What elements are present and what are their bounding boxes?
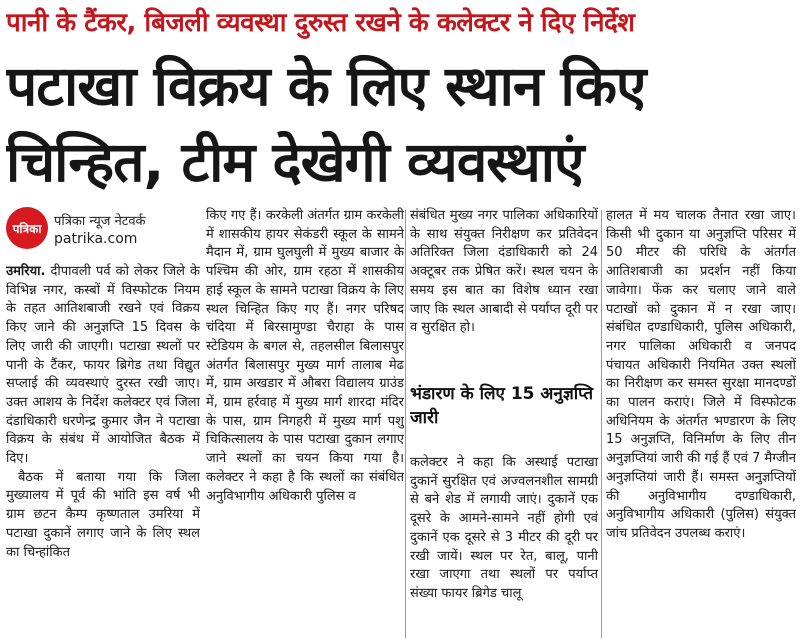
article-column-3-top: [410, 207, 598, 375]
column-divider-3-4: [601, 210, 602, 638]
kicker-headline: पानी के टैंकर, बिजली व्यवस्था दुरुस्त रखने के कलेक्टर ने दिए निर्देश: [6, 8, 635, 38]
byline: [6, 207, 202, 255]
column-2-para: किए गए हैं। करकेली अंतर्गत ग्राम करकेली में शासकीय हायर सेकंडरी स्कूल के सामने मैदान में, ग्राम घुलघुली में मुख्य बाजार के पश्चिम की ओर, ग्राम रहठा में शासकीय हाई स्कूल के सामने पटाखा विक्रय के लिए स्थल चिन्हित किए गए हैं। नगर परिषद चंदिया में बिरसामुण्डा चैराहा के पास स्टेडियम के बगल से, तहलसील बिलासपुर अंतर्गत बिलासपुर मुख्य मार्ग तालाब मेढ में, ग्राम अखडार में औबरा विद्यालय ग्राउंड में, ग्राम हर्रवाह में मुख्य मार्ग शारदा मंदिर के पास, ग्राम निगहरी में मुख्य मार्ग पशु चिकित्सालय के पास पटाखा दुकान लगाए जाने स्थलों का चयन किया गया है। कलेक्टर ने कहा है कि स्थलों का संबंधित अनुविभागीय अधिकारी पुलिस व: [206, 208, 404, 504]
dateline: उमरिया.: [6, 264, 46, 279]
column-4-para: हालत में मय चालक तैनात रखा जाए। किसी भी दुकान या अनुज्ञप्ति परिसर में 50 मीटर की परिधि के अंतर्गत आतिशबाजी का प्रदर्शन नहीं किया जावेगा। फेंक कर चलाए जाने वाले पटाखों को दुकान में न रखा जाए। संबंधित दण्डाधिकारी, पुलिस अधिकारी, नगर पालिका अधिकारी व जनपद पंचायत अधिकारी नियमित उक्त स्थलों का निरीक्षण कर समस्त सुरक्षा मानदण्डों का पालन कराएं। जिले में विस्फोटक अधिनियम के अंतर्गत भण्डारण के लिए 15 अनुज्ञप्ति, विनिर्माण के लिए तीन अनुज्ञप्तियां जारी की गई हैं एवं 7 मैग्जीन अनुज्ञप्तियां जारी हैं। समस्त अनुज्ञप्तियों की अनुविभागीय दण्डाधिकारी, अनुविभागीय अधिकारी (पुलिस) संयुक्त जांच प्रतिवेदन उपलब्ध कराएं।: [606, 208, 796, 541]
column-3-para-2: कलेक्टर ने कहा कि अस्थाई पटाखा दुकानें सुरक्षित एवं अज्वलनशील सामग्री से बने शेड में लगायी जाएं। दुकानें एक दूसरे के आमने-सामने नहीं होगी एवं दुकानें एक दूसरे से 3 मीटर की दूरी पर रखी जायें। स्थल पर रेत, बालू, पानी रखा जाएगा तथा स्थलों पर पर्याप्त संख्या फायर ब्रिगेड चालू: [410, 455, 598, 601]
column-divider-2-3: [405, 210, 406, 638]
patrika-logo: पत्रिका: [6, 207, 48, 249]
column-3-para-1: संबंधित मुख्य नगर पालिका अधिकारियों के साथ संयुक्त निरीक्षण कर प्रतिवेदन अतिरिक्त जिला दंडाधिकारी को 24 अक्टूबर तक प्रेषित करें। स्थल चयन के समय इस बात का विशेष ध्यान रखा जाए कि स्थल आबादी से पर्याप्त दूरी पर व सुरक्षित हो।: [410, 208, 598, 336]
headline-line-1: पटाखा विक्रय के लिए स्थान किए: [6, 54, 646, 118]
column-1-para-2: बैठक में बताया गया कि जिला मुख्यालय में पूर्व की भांति इस वर्ष भी ग्राम छटन कैम्प कृष्णताल उमरिया में पटाखा दुकानें लगाए जाने के लिए स्थल का चिन्हांकित: [6, 469, 200, 560]
article-column-4: [606, 207, 796, 642]
byline-network: पत्रिका न्यूज नेटवर्क: [54, 214, 146, 229]
article-column-1: [6, 263, 200, 642]
article-column-2: [206, 207, 404, 642]
section-subhead: भंडारण के लिए 15 अनुज्ञप्ति जारी: [410, 384, 594, 428]
headline-line-2: चिन्हित, टीम देखेगी व्यवस्थाएं: [6, 130, 584, 194]
article-column-3-bottom: [410, 454, 598, 642]
column-1-para-1: [6, 263, 200, 469]
byline-site: patrika.com: [54, 231, 138, 247]
column-1-para-1-text: दीपावली पर्व को लेकर जिले के विभिन्न नगर, कस्बों में विस्फोटक नियम के तहत आतिशबाजी रखने एवं विक्रय किए जाने की अनुज्ञप्ति 15 दिवस के लिए जारी की जाएगी। पटाखा स्थलों पर पानी के टैंकर, फायर ब्रिगेड तथा विद्युत सप्लाई की व्यवस्थाएं दुरस्त रखी जाए। उक्त आशय के निर्देश कलेक्टर एवं जिला दंडाधिकारी धरणेन्द्र कुमार जैन ने पटाखा विक्रय के संबंध में आयोजित बैठक में दिए।: [6, 264, 200, 467]
